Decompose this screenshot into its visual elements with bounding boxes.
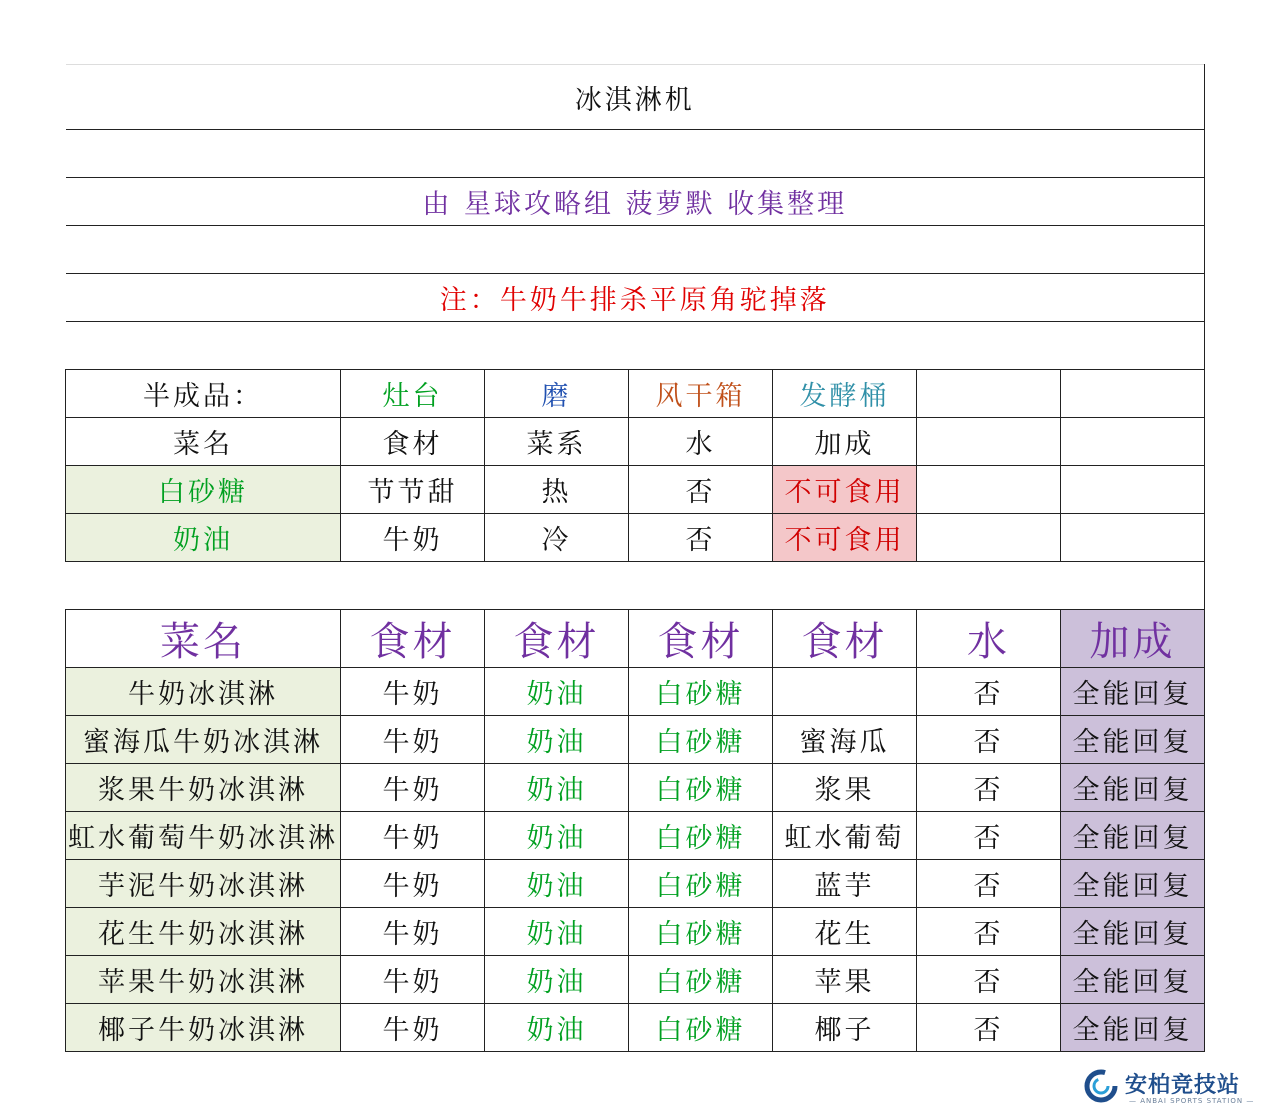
empty-cell — [66, 322, 1205, 370]
ingredient-3: 白砂糖 — [629, 956, 773, 1004]
recipe-name: 蜜海瓜牛奶冰淇淋 — [66, 716, 341, 764]
bonus: 全能回复 — [1061, 956, 1205, 1004]
station-stove: 灶台 — [341, 370, 485, 418]
ingredient-3: 白砂糖 — [629, 908, 773, 956]
main-header-name: 菜名 — [66, 610, 341, 668]
water-flag: 否 — [917, 1004, 1061, 1052]
water-flag: 否 — [917, 812, 1061, 860]
recipe-row — [66, 716, 1205, 764]
empty-cell — [917, 418, 1061, 466]
semi-cuisine: 热 — [485, 466, 629, 514]
main-header-bonus: 加成 — [1061, 610, 1205, 668]
note-row — [66, 274, 1205, 322]
bonus: 全能回复 — [1061, 716, 1205, 764]
credit-row — [66, 178, 1205, 226]
recipe-name: 椰子牛奶冰淇淋 — [66, 1004, 341, 1052]
empty-cell — [66, 226, 1205, 274]
semi-ingredient: 牛奶 — [341, 514, 485, 562]
water-flag: 否 — [917, 764, 1061, 812]
semi-bonus: 不可食用 — [773, 466, 917, 514]
recipe-name: 花生牛奶冰淇淋 — [66, 908, 341, 956]
ingredient-3: 白砂糖 — [629, 1004, 773, 1052]
watermark-logo — [1083, 1066, 1263, 1112]
semi-header-bonus: 加成 — [773, 418, 917, 466]
ingredient-1: 牛奶 — [341, 908, 485, 956]
water-flag: 否 — [917, 956, 1061, 1004]
recipe-row — [66, 908, 1205, 956]
ingredient-4 — [773, 668, 917, 716]
ingredient-3: 白砂糖 — [629, 860, 773, 908]
ingredient-1: 牛奶 — [341, 716, 485, 764]
ingredient-2: 奶油 — [485, 716, 629, 764]
watermark-subtitle: — ANBAI SPORTS STATION — — [1129, 1097, 1255, 1105]
recipe-row — [66, 1004, 1205, 1052]
bonus: 全能回复 — [1061, 1004, 1205, 1052]
ingredient-4: 蓝芋 — [773, 860, 917, 908]
semi-name: 奶油 — [66, 514, 341, 562]
recipe-row — [66, 668, 1205, 716]
recipe-sheet — [65, 64, 1205, 1052]
semi-header-water: 水 — [629, 418, 773, 466]
ingredient-4: 蜜海瓜 — [773, 716, 917, 764]
empty-cell — [66, 562, 1205, 610]
ingredient-4: 椰子 — [773, 1004, 917, 1052]
recipe-row — [66, 812, 1205, 860]
ingredient-4: 浆果 — [773, 764, 917, 812]
ingredient-2: 奶油 — [485, 908, 629, 956]
main-header-ingredient-2: 食材 — [485, 610, 629, 668]
ingredient-3: 白砂糖 — [629, 668, 773, 716]
bonus: 全能回复 — [1061, 764, 1205, 812]
ingredient-3: 白砂糖 — [629, 764, 773, 812]
blank-row — [66, 322, 1205, 370]
semi-header-row — [66, 418, 1205, 466]
empty-cell — [917, 370, 1061, 418]
recipe-name: 芋泥牛奶冰淇淋 — [66, 860, 341, 908]
main-header-ingredient-4: 食材 — [773, 610, 917, 668]
station-mill: 磨 — [485, 370, 629, 418]
recipe-row — [66, 860, 1205, 908]
semi-bonus: 不可食用 — [773, 514, 917, 562]
semi-name: 白砂糖 — [66, 466, 341, 514]
ingredient-1: 牛奶 — [341, 668, 485, 716]
semi-header-cuisine: 菜系 — [485, 418, 629, 466]
semi-header-ingredient: 食材 — [341, 418, 485, 466]
empty-cell — [917, 466, 1061, 514]
bonus: 全能回复 — [1061, 668, 1205, 716]
blank-row — [66, 130, 1205, 178]
empty-cell — [917, 514, 1061, 562]
ingredient-4: 苹果 — [773, 956, 917, 1004]
station-dryer: 风干箱 — [629, 370, 773, 418]
semi-label: 半成品： — [66, 370, 341, 418]
water-flag: 否 — [917, 860, 1061, 908]
semi-row — [66, 466, 1205, 514]
main-header-ingredient-3: 食材 — [629, 610, 773, 668]
semi-water: 否 — [629, 466, 773, 514]
empty-cell — [1061, 466, 1205, 514]
semi-ingredient: 节节甜 — [341, 466, 485, 514]
ingredient-3: 白砂糖 — [629, 716, 773, 764]
recipe-name: 虹水葡萄牛奶冰淇淋 — [66, 812, 341, 860]
bonus: 全能回复 — [1061, 860, 1205, 908]
ingredient-1: 牛奶 — [341, 764, 485, 812]
water-flag: 否 — [917, 716, 1061, 764]
ingredient-2: 奶油 — [485, 668, 629, 716]
main-header-ingredient-1: 食材 — [341, 610, 485, 668]
recipe-name: 浆果牛奶冰淇淋 — [66, 764, 341, 812]
main-header-water: 水 — [917, 610, 1061, 668]
ingredient-2: 奶油 — [485, 764, 629, 812]
blank-row — [66, 226, 1205, 274]
ingredient-4: 虹水葡萄 — [773, 812, 917, 860]
ingredient-4: 花生 — [773, 908, 917, 956]
semi-header-name: 菜名 — [66, 418, 341, 466]
recipe-row — [66, 764, 1205, 812]
empty-cell — [1061, 418, 1205, 466]
title-row — [66, 65, 1205, 130]
main-header-row — [66, 610, 1205, 668]
ingredient-1: 牛奶 — [341, 1004, 485, 1052]
ingredient-2: 奶油 — [485, 812, 629, 860]
ingredient-2: 奶油 — [485, 860, 629, 908]
blank-row — [66, 562, 1205, 610]
station-ferment-barrel: 发酵桶 — [773, 370, 917, 418]
water-flag: 否 — [917, 908, 1061, 956]
empty-cell — [1061, 370, 1205, 418]
station-row — [66, 370, 1205, 418]
bonus: 全能回复 — [1061, 908, 1205, 956]
ingredient-3: 白砂糖 — [629, 812, 773, 860]
page-title: 冰淇淋机 — [66, 65, 1205, 130]
ingredient-1: 牛奶 — [341, 956, 485, 1004]
recipe-name: 苹果牛奶冰淇淋 — [66, 956, 341, 1004]
empty-cell — [66, 130, 1205, 178]
recipe-row — [66, 956, 1205, 1004]
recipe-name: 牛奶冰淇淋 — [66, 668, 341, 716]
ingredient-1: 牛奶 — [341, 812, 485, 860]
credit-text: 由 星球攻略组 菠萝默 收集整理 — [66, 178, 1205, 226]
note-text: 注：牛奶牛排杀平原角驼掉落 — [66, 274, 1205, 322]
water-flag: 否 — [917, 668, 1061, 716]
logo-ring-icon — [1083, 1068, 1119, 1104]
ingredient-1: 牛奶 — [341, 860, 485, 908]
empty-cell — [1061, 514, 1205, 562]
semi-row — [66, 514, 1205, 562]
semi-cuisine: 冷 — [485, 514, 629, 562]
watermark-brand: 安柏竞技站 — [1125, 1073, 1241, 1098]
bonus: 全能回复 — [1061, 812, 1205, 860]
ingredient-2: 奶油 — [485, 1004, 629, 1052]
ingredient-2: 奶油 — [485, 956, 629, 1004]
semi-water: 否 — [629, 514, 773, 562]
